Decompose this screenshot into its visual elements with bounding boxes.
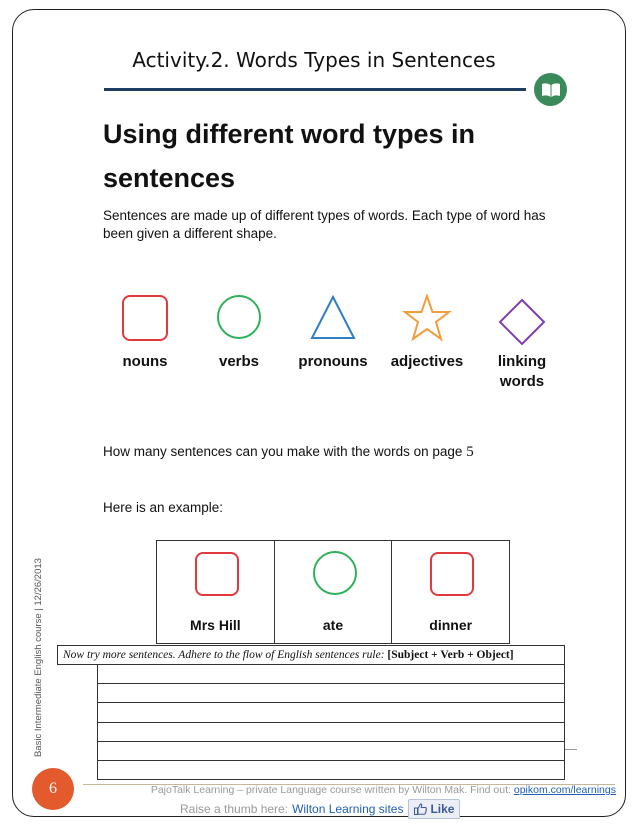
answer-line[interactable] <box>98 741 564 742</box>
legend-label-adjectives: adjectives <box>390 353 464 370</box>
answer-lines[interactable] <box>97 664 565 780</box>
answer-line[interactable] <box>98 779 564 780</box>
heading-line-1: Using different word types in <box>103 119 476 149</box>
legend-label-linking-words: linking words <box>497 353 547 390</box>
noun-square-icon <box>429 551 475 597</box>
instruction-rule: [Subject + Verb + Object] <box>387 649 514 661</box>
example-table <box>156 540 510 644</box>
verb-circle-icon <box>215 294 263 342</box>
question-text <box>103 444 474 461</box>
site-link[interactable]: Wilton Learning sites <box>292 802 404 816</box>
answer-line[interactable] <box>98 722 564 723</box>
noun-square-icon <box>194 551 240 597</box>
thumbs-up-icon <box>414 803 427 815</box>
linking-diamond-icon <box>498 298 546 346</box>
page-number: 6 <box>32 768 74 810</box>
pronoun-triangle-icon <box>309 294 357 342</box>
legend-label-nouns: nouns <box>122 353 168 370</box>
course-link[interactable]: opikom.com/learnings <box>513 784 616 796</box>
example-label: Here is an example: <box>103 500 224 515</box>
noun-square-icon <box>121 294 169 342</box>
legend-label-pronouns: pronouns <box>298 353 368 370</box>
example-cell <box>275 541 393 643</box>
footer-credit <box>86 784 616 796</box>
example-word: Mrs Hill <box>190 617 241 633</box>
instruction-text: Now try more sentences. Adhere to the flow of English sentences rule: <box>63 649 385 661</box>
like-label: Like <box>430 802 455 816</box>
example-word: ate <box>322 617 344 633</box>
question-body: How many sentences can you make with the words on page <box>103 444 463 459</box>
footer-raise-thumb <box>180 799 518 819</box>
legend-label-verbs: verbs <box>218 353 260 370</box>
verb-circle-icon <box>312 551 358 597</box>
example-cell <box>157 541 275 643</box>
divider <box>565 749 577 750</box>
heading-line-2: sentences <box>103 163 236 193</box>
like-button[interactable] <box>408 799 460 819</box>
title-underline <box>104 88 526 91</box>
credit-text: PajoTalk Learning – private Language course written by Wilton Mak. Find out: <box>150 784 511 796</box>
sidebar-course-info: Basic Intermediate English course | 12/26/2013 <box>33 558 44 757</box>
answer-line[interactable] <box>98 760 564 761</box>
answer-line[interactable] <box>98 702 564 703</box>
example-cell <box>392 541 509 643</box>
activity-title: Activity.2. Words Types in Sentences <box>132 48 496 72</box>
answer-line[interactable] <box>98 683 564 684</box>
question-page-ref: 5 <box>466 444 474 460</box>
book-icon <box>534 73 567 106</box>
raise-text: Raise a thumb here: <box>180 802 289 816</box>
lesson-heading <box>103 112 583 200</box>
intro-paragraph: Sentences are made up of different types of words. Each type of word has been given a different shape. <box>103 208 546 241</box>
adjective-star-icon <box>402 294 452 342</box>
exercise-instruction <box>57 645 565 665</box>
example-word: dinner <box>429 617 473 633</box>
